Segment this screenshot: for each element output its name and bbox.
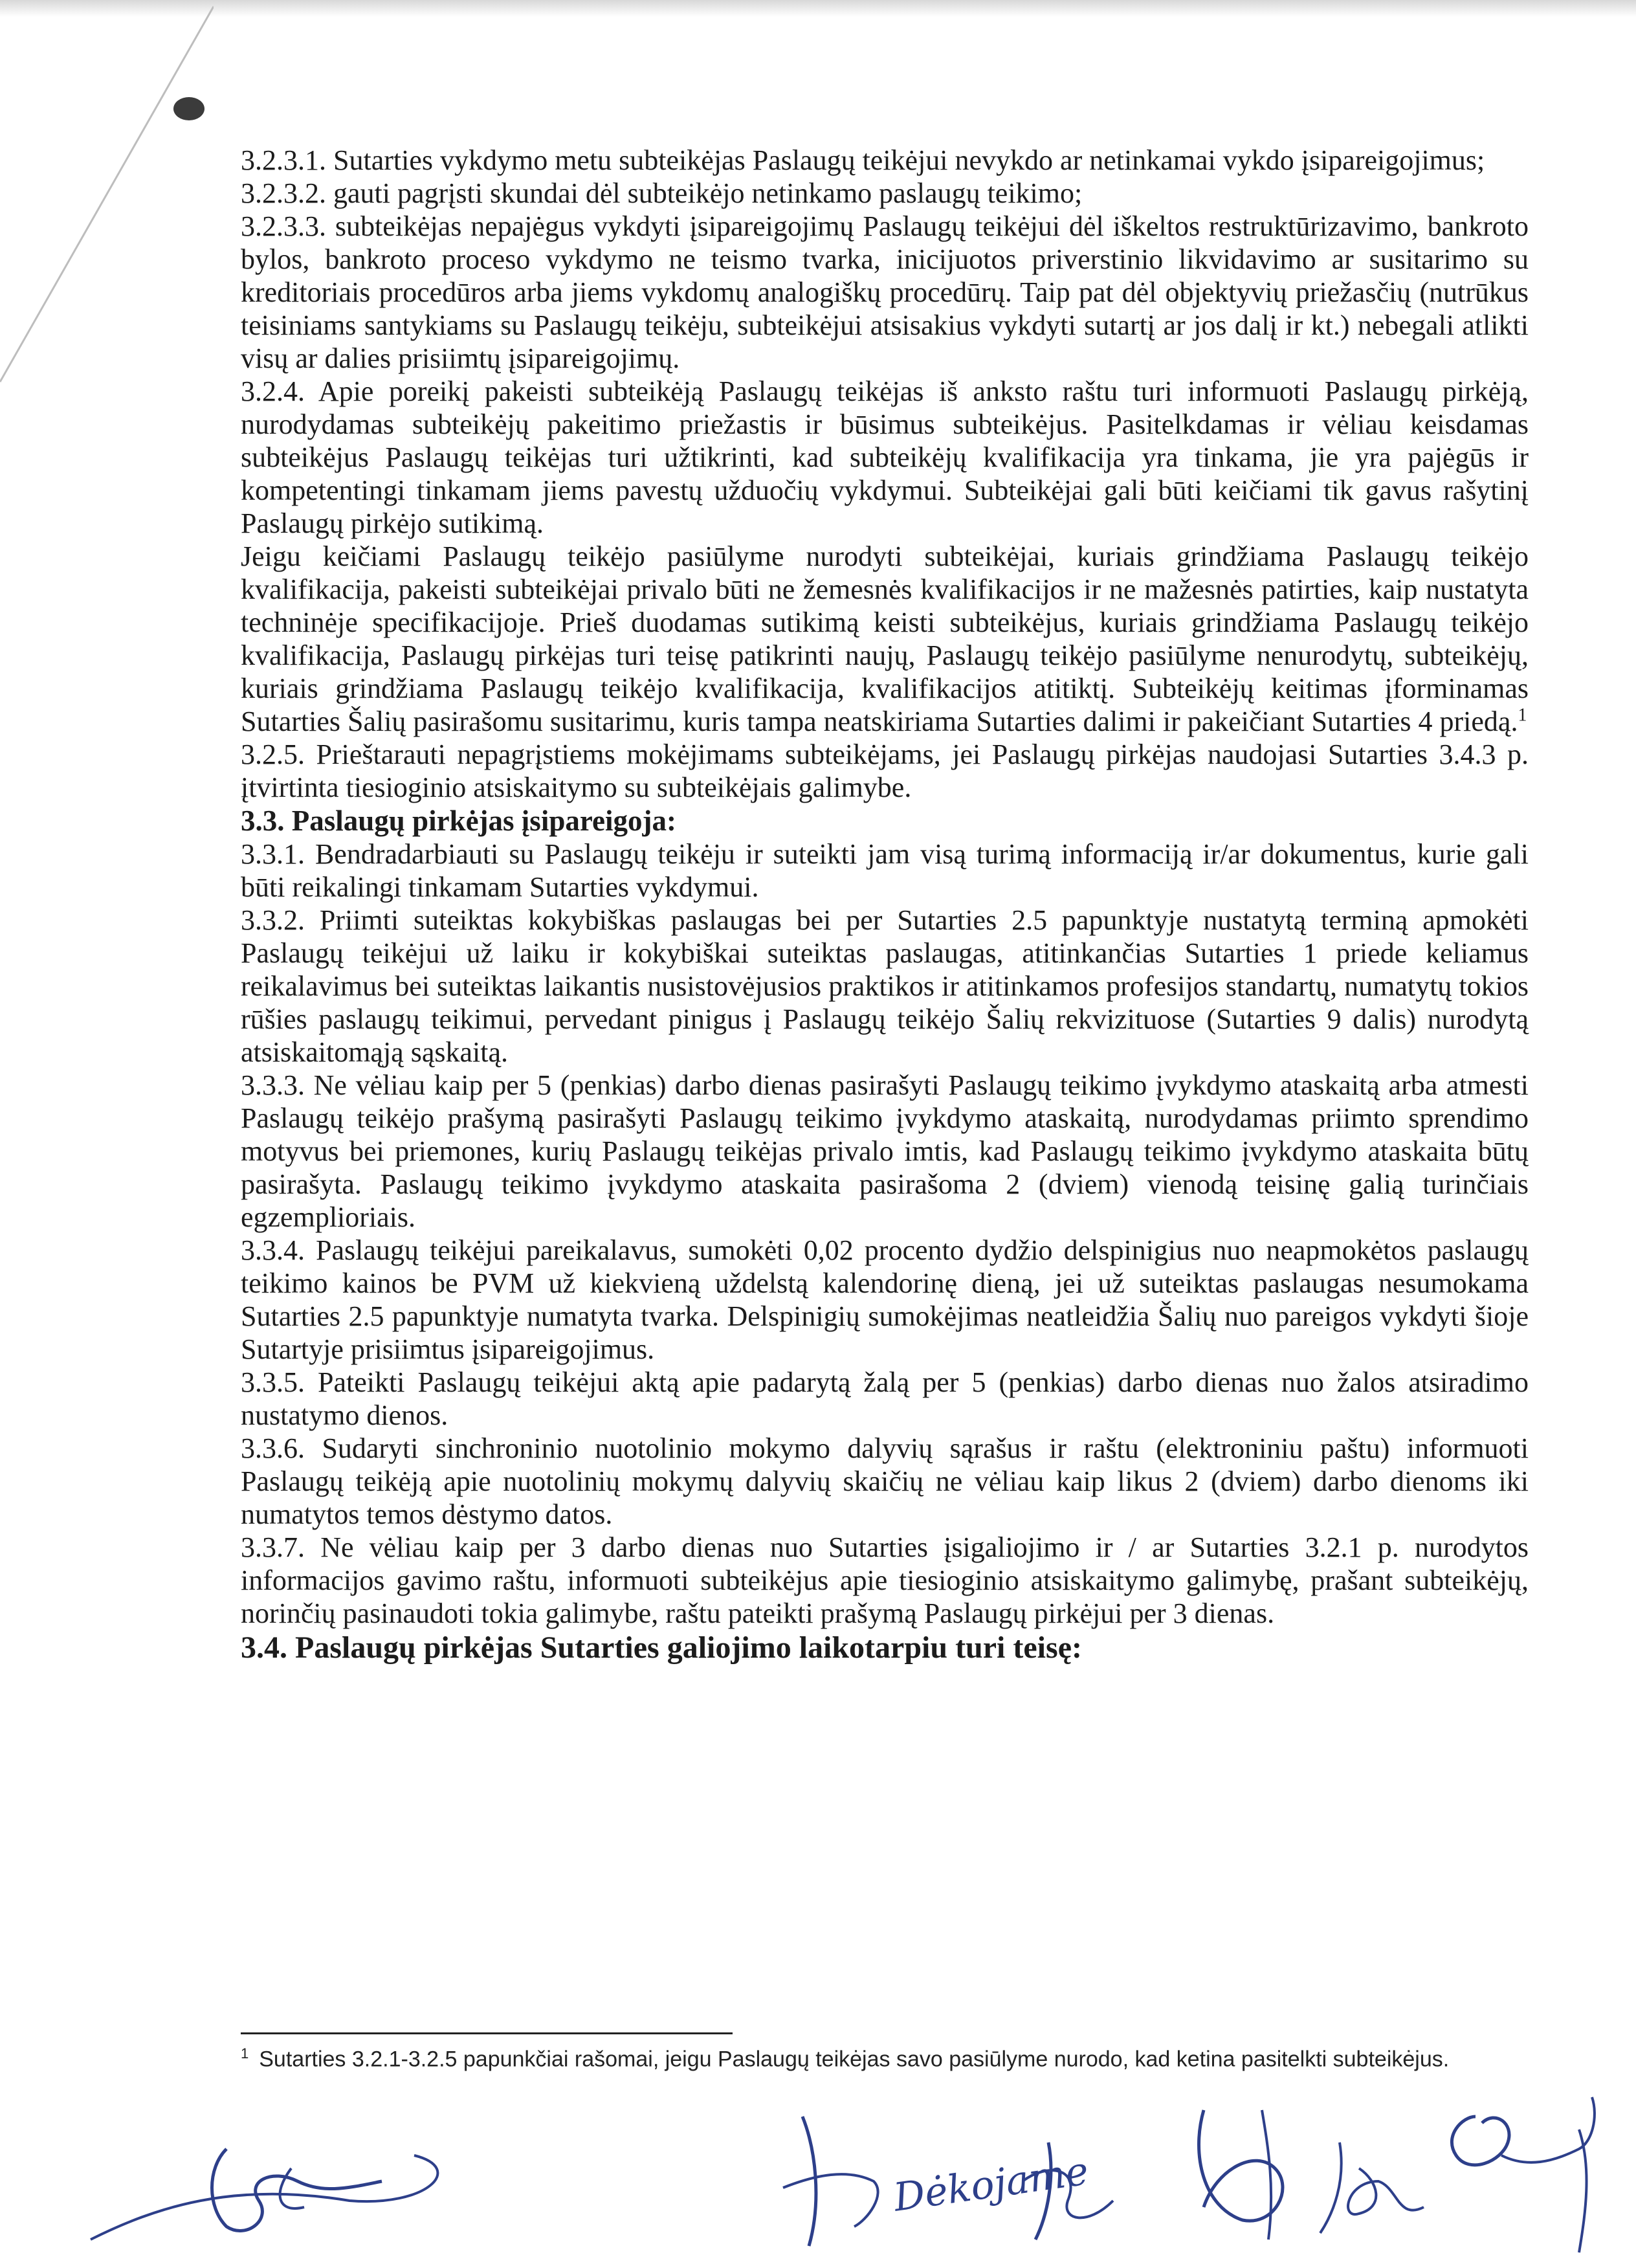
clause-3-3-6: 3.3.6. Sudaryti sinchroninio nuotolinio mokymo dalyvių sąrašus ir raštu (elektroniniu paštu) informuoti Paslaugų teikėją apie nuotolinių mokymų dalyvių skaičių ne vėliau kaip likus 2 (dviem) darbo dienoms iki numatytos temos dėstymo datos. bbox=[241, 1432, 1529, 1530]
clause-3-2-4: 3.2.4. Apie poreikį pakeisti subteikėją Paslaugų teikėjas iš anksto raštu turi informuoti Paslaugų pirkėją, nurodydamas subteikėjų pakeitimo priežastis ir būsimus subteikėjus. Pasitelkdamas ir vėliau keisdamas subteikėjus Paslaugų teikėjas turi užtikrinti, kad subteikėjų kvalifikacija yra tinkama, jie yra pajėgūs ir kompetentingi tinkamam jiems pavestų užduočių vykdymui. Subteikėjai gali būti keičiami tik gavus rašytinį Paslaugų pirkėjo sutikimą. bbox=[241, 375, 1529, 539]
footnote-text: Sutarties 3.2.1-3.2.5 papunkčiai rašomai, jeigu Paslaugų teikėjas savo pasiūlyme nurodo, kad ketina pasitelkti subteikėjus. bbox=[259, 2047, 1450, 2072]
clause-3-3-5: 3.3.5. Pateikti Paslaugų teikėjui aktą apie padarytą žalą per 5 (penkias) darbo dienas nuo žalos atsiradimo nustatymo dienos. bbox=[241, 1366, 1529, 1431]
clause-3-2-3-2: 3.2.3.2. gauti pagrįsti skundai dėl subteikėjo netinkamo paslaugų teikimo; bbox=[241, 177, 1083, 209]
clause-3-2-5: 3.2.5. Prieštarauti nepagrįstiems mokėjimams subteikėjams, jei Paslaugų pirkėjas naudojasi Sutarties 3.4.3 p. įtvirtinta tiesioginio atsiskaitymo su subteikėjais galimybe. bbox=[241, 739, 1529, 803]
clause-3-3-1: 3.3.1. Bendradarbiauti su Paslaugų teikėju ir suteikti jam visą turimą informaciją ir/ar dokumentus, kurie gali būti reikalingi tinkamam Sutarties vykdymui. bbox=[241, 838, 1529, 903]
clause-3-3-2: 3.3.2. Priimti suteiktas kokybiškas paslaugas bei per Sutarties 2.5 papunktyje nustatytą terminą apmokėti Paslaugų teikėjui už laiku ir kokybiškai suteiktas paslaugas, atitinkančias Sutarties 1 priede keliamus reikalavimus bei suteiktas laikantis nusistovėjusios praktikos ir atitinkamos profesijos standartų, numatytų tokios rūšies paslaugų teikimui, pervedant pinigus į Paslaugų teikėjo Šalių rekvizituose (Sutarties 9 dalis) nurodytą atsiskaitomąją sąskaitą. bbox=[241, 904, 1529, 1068]
clause-3-2-3-3: 3.2.3.3. subteikėjas nepajėgus vykdyti įsipareigojimų Paslaugų teikėjui dėl iškeltos restruktūrizavimo, bankroto bylos, bankroto proceso vykdymo ne teismo tvarka, inicijuotos priverstinio likvidavimo ar susitarimo su kreditoriais procedūros arba jiems vykdomų analogiškų procedūrų. Taip pat dėl objektyvių priežasčių (nutrūkus teisiniams santykiams su Paslaugų teikėju, subteikėjui atsisakius vykdyti sutartį ar jos dalį ir kt.) nebegali atlikti visų ar dalies prisiimtų įsipareigojimų. bbox=[241, 210, 1529, 374]
clause-3-2-4-continued-text: Jeigu keičiami Paslaugų teikėjo pasiūlyme nurodyti subteikėjai, kuriais grindžiama Paslaugų teikėjo kvalifikacija, pakeisti subteikėjai privalo būti ne žemesnės kvalifikacijos ir ne mažesnės patirties, kaip nustatyta techninėje specifikacijoje. Prieš duodamas sutikimą keisti subteikėjus, kuriais grindžiama Paslaugų teikėjo kvalifikacija, Paslaugų pirkėjas turi teisę patikrinti naujų, Paslaugų teikėjo pasiūlyme nenurodytų, subteikėjų, kuriais grindžiama Paslaugų teikėjo kvalifikacija, kvalifikacijos atitiktį. Subteikėjų keitimas įforminamas Sutarties Šalių pasirašomu susitarimu, kuris tampa neatskiriama Sutarties dalimi ir pakeičiant Sutarties 4 priedą. bbox=[241, 540, 1529, 737]
clause-3-2-4-continued bbox=[241, 540, 1529, 738]
scan-top-edge bbox=[0, 0, 1636, 17]
section-heading-3-4: 3.4. Paslaugų pirkėjas Sutarties galiojimo laikotarpiu turi teisę: bbox=[241, 1630, 1082, 1665]
clause-3-3-4: 3.3.4. Paslaugų teikėjui pareikalavus, sumokėti 0,02 procento dydžio delspinigius nuo neapmokėtos paslaugų teikimo kainos be PVM už kiekvieną uždelstą kalendorinę dieną, jei už suteiktas paslaugas nesumokama Sutarties 2.5 papunktyje numatyta tvarka. Delspinigių sumokėjimas neatleidžia Šalių nuo pareigos vykdyti šioje Sutartyje prisiimtus įsipareigojimus. bbox=[241, 1234, 1529, 1365]
footnote bbox=[241, 2038, 1554, 2075]
section-heading-3-3: 3.3. Paslaugų pirkėjas įsipareigoja: bbox=[241, 805, 676, 837]
footnote-mark: 1 bbox=[241, 2045, 249, 2062]
scan-ink-blot bbox=[173, 97, 204, 120]
signature-handwriting: Dėkojame bbox=[890, 2148, 1092, 2221]
footnote-reference: 1 bbox=[1518, 705, 1527, 726]
signature-left bbox=[78, 2129, 466, 2252]
clause-3-3-7: 3.3.7. Ne vėliau kaip per 3 darbo dienas nuo Sutarties įsigaliojimo ir / ar Sutarties 3.2.1 p. nurodytos informacijos gavimo raštu, informuoti subteikėjus apie tiesioginio atsiskaitymo galimybę, prašant subteikėjų, norinčių pasinaudoti tokia galimybe, raštu pateikti prašymą Paslaugų pirkėjui per 3 dienas. bbox=[241, 1531, 1529, 1629]
signature-right-group bbox=[1165, 2091, 1631, 2259]
clause-3-2-3-1: 3.2.3.1. Sutarties vykdymo metu subteikėjas Paslaugų teikėjui nevykdo ar netinkamai vykdo įsipareigojimus; bbox=[241, 144, 1485, 176]
scan-fold-line bbox=[0, 0, 214, 388]
document-body bbox=[241, 144, 1529, 1665]
footnote-divider bbox=[241, 2032, 733, 2034]
clause-3-3-3: 3.3.3. Ne vėliau kaip per 5 (penkias) darbo dienas pasirašyti Paslaugų teikimo įvykdymo ataskaitą arba atmesti Paslaugų teikėjo prašymą pasirašyti Paslaugų teikimo įvykdymo ataskaitą, nurodydamas priimto sprendimo motyvus bei priemones, kurių Paslaugų teikėjas privalo imtis, kad Paslaugų teikimo įvykdymo ataskaita būtų pasirašyta. Paslaugų teikimo įvykdymo ataskaita pasirašoma 2 (dviem) vienodą teisinę galią turinčiais egzemplioriais. bbox=[241, 1069, 1529, 1233]
